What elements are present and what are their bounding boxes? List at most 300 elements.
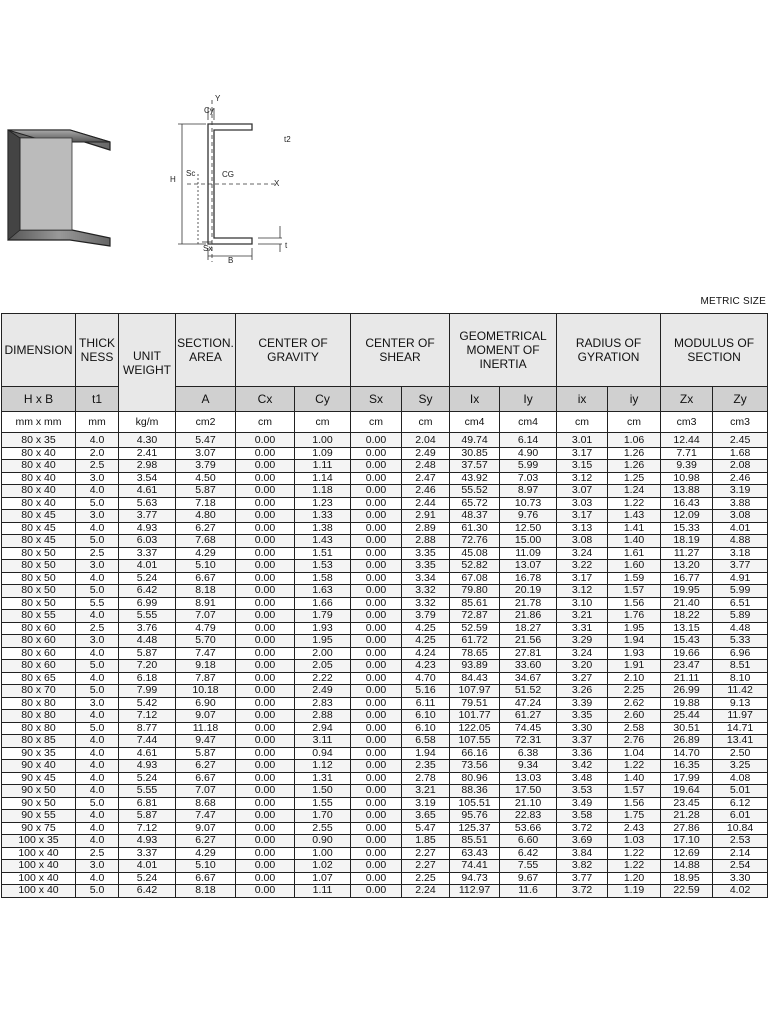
table-cell: 5.87 <box>119 647 176 660</box>
table-cell: 0.00 <box>236 660 295 673</box>
table-cell: 0.00 <box>351 835 402 848</box>
table-cell: 5.55 <box>119 785 176 798</box>
table-cell: 0.00 <box>351 597 402 610</box>
table-cell: 2.58 <box>608 722 661 735</box>
table-cell: 10.98 <box>661 472 713 485</box>
table-cell: 122.05 <box>450 722 500 735</box>
table-cell: 49.74 <box>450 433 500 448</box>
table-cell: 1.07 <box>295 872 351 885</box>
table-cell: 3.17 <box>557 447 608 460</box>
table-cell: 0.00 <box>351 585 402 598</box>
table-cell: 9.67 <box>500 872 557 885</box>
table-cell: 6.11 <box>402 697 450 710</box>
table-cell: 1.23 <box>295 497 351 510</box>
table-cell: 1.31 <box>295 772 351 785</box>
table-cell: 100 x 35 <box>2 835 76 848</box>
table-cell: 1.79 <box>295 610 351 623</box>
channel-spec-table <box>1 313 768 898</box>
table-cell: 2.5 <box>76 547 119 560</box>
table-cell: 23.47 <box>661 660 713 673</box>
table-cell: 4.29 <box>176 847 236 860</box>
table-cell: 1.26 <box>608 447 661 460</box>
table-cell: 2.14 <box>713 847 768 860</box>
table-cell: 4.70 <box>402 672 450 685</box>
table-cell: 6.14 <box>500 433 557 448</box>
table-cell: 90 x 50 <box>2 785 76 798</box>
table-cell: 0.00 <box>351 710 402 723</box>
table-cell: 18.95 <box>661 872 713 885</box>
table-cell: 1.14 <box>295 472 351 485</box>
table-cell: 90 x 55 <box>2 810 76 823</box>
table-cell: 80 x 80 <box>2 710 76 723</box>
table-cell: 11.97 <box>713 710 768 723</box>
table-cell: 2.10 <box>608 672 661 685</box>
table-cell: 6.01 <box>713 810 768 823</box>
table-cell: 3.72 <box>557 885 608 898</box>
table-row <box>2 797 768 810</box>
table-cell: 7.55 <box>500 860 557 873</box>
table-cell: 14.70 <box>661 747 713 760</box>
table-cell: 6.10 <box>402 722 450 735</box>
table-cell: 0.00 <box>236 485 295 498</box>
table-cell: 4.0 <box>76 572 119 585</box>
table-cell: 3.11 <box>295 735 351 748</box>
table-cell: 1.40 <box>608 535 661 548</box>
table-cell: 84.43 <box>450 672 500 685</box>
table-cell: 72.76 <box>450 535 500 548</box>
table-cell: 5.0 <box>76 497 119 510</box>
table-cell: 7.87 <box>176 672 236 685</box>
unit-zy: cm3 <box>713 412 768 433</box>
table-cell: 7.07 <box>176 785 236 798</box>
symbol-zy: Zy <box>713 387 768 412</box>
table-cell: 1.57 <box>608 585 661 598</box>
table-row <box>2 660 768 673</box>
table-cell: 3.15 <box>557 460 608 473</box>
table-cell: 61.27 <box>500 710 557 723</box>
table-cell: 0.00 <box>236 735 295 748</box>
table-cell: 7.03 <box>500 472 557 485</box>
table-cell: 80 x 65 <box>2 672 76 685</box>
table-cell: 1.41 <box>608 522 661 535</box>
table-cell: 5.0 <box>76 535 119 548</box>
table-cell: 1.22 <box>608 847 661 860</box>
table-cell: 1.59 <box>608 572 661 585</box>
table-row <box>2 885 768 898</box>
table-cell: 3.19 <box>402 797 450 810</box>
table-cell: 1.55 <box>295 797 351 810</box>
table-row <box>2 497 768 510</box>
table-row <box>2 760 768 773</box>
table-cell: 0.00 <box>351 747 402 760</box>
table-cell: 1.20 <box>608 872 661 885</box>
table-cell: 2.24 <box>402 885 450 898</box>
table-cell: 6.67 <box>176 872 236 885</box>
table-cell: 1.60 <box>608 560 661 573</box>
table-cell: 0.00 <box>351 860 402 873</box>
table-cell: 79.80 <box>450 585 500 598</box>
table-cell: 4.0 <box>76 822 119 835</box>
table-cell: 2.48 <box>402 460 450 473</box>
table-cell: 19.95 <box>661 585 713 598</box>
table-cell: 0.00 <box>236 760 295 773</box>
table-cell: 80 x 35 <box>2 433 76 448</box>
symbol-cy: Cy <box>295 387 351 412</box>
table-cell: 2.89 <box>402 522 450 535</box>
table-cell: 14.88 <box>661 860 713 873</box>
table-cell: 6.03 <box>119 535 176 548</box>
table-cell: 4.0 <box>76 772 119 785</box>
table-cell: 0.00 <box>236 672 295 685</box>
diagram-label-t: t <box>285 241 288 250</box>
table-cell: 21.40 <box>661 597 713 610</box>
table-cell: 4.90 <box>500 447 557 460</box>
table-cell: 4.25 <box>402 622 450 635</box>
table-cell: 0.00 <box>236 510 295 523</box>
table-cell: 52.82 <box>450 560 500 573</box>
table-cell: 1.56 <box>608 597 661 610</box>
table-row <box>2 447 768 460</box>
table-cell: 90 x 40 <box>2 760 76 773</box>
header-section-area: SECTION. AREA <box>176 314 236 387</box>
diagram-label-sc: Sc <box>186 169 196 178</box>
table-cell: 17.10 <box>661 835 713 848</box>
table-row <box>2 485 768 498</box>
table-cell: 2.78 <box>402 772 450 785</box>
table-cell: 2.35 <box>402 760 450 773</box>
table-cell: 3.34 <box>402 572 450 585</box>
table-cell: 4.48 <box>119 635 176 648</box>
table-cell: 1.53 <box>295 560 351 573</box>
table-cell: 3.54 <box>119 472 176 485</box>
table-cell: 80 x 50 <box>2 597 76 610</box>
symbol-iy-moment: Iy <box>500 387 557 412</box>
table-cell: 4.0 <box>76 735 119 748</box>
table-row <box>2 685 768 698</box>
table-cell: 1.50 <box>295 785 351 798</box>
table-cell: 3.22 <box>557 560 608 573</box>
table-cell: 30.85 <box>450 447 500 460</box>
table-row <box>2 535 768 548</box>
table-cell: 4.80 <box>176 510 236 523</box>
table-cell: 3.31 <box>557 622 608 635</box>
table-cell: 4.24 <box>402 647 450 660</box>
table-cell: 0.00 <box>351 697 402 710</box>
table-cell: 55.52 <box>450 485 500 498</box>
table-cell: 3.25 <box>713 760 768 773</box>
table-cell: 67.08 <box>450 572 500 585</box>
table-cell: 3.24 <box>557 547 608 560</box>
table-cell: 7.12 <box>119 822 176 835</box>
symbol-zx: Zx <box>661 387 713 412</box>
table-cell: 2.49 <box>295 685 351 698</box>
table-cell: 9.07 <box>176 822 236 835</box>
table-cell: 5.47 <box>402 822 450 835</box>
table-cell: 17.50 <box>500 785 557 798</box>
table-cell: 1.38 <box>295 522 351 535</box>
table-cell: 4.48 <box>713 622 768 635</box>
table-cell: 95.76 <box>450 810 500 823</box>
table-cell: 1.11 <box>295 885 351 898</box>
diagram-label-cg: CG <box>222 170 234 179</box>
table-cell: 0.00 <box>351 810 402 823</box>
table-cell: 0.00 <box>236 622 295 635</box>
symbol-sx: Sx <box>351 387 402 412</box>
table-cell: 3.20 <box>557 660 608 673</box>
table-cell: 0.00 <box>351 433 402 448</box>
table-cell: 4.0 <box>76 785 119 798</box>
table-cell: 2.27 <box>402 847 450 860</box>
table-cell: 4.50 <box>176 472 236 485</box>
table-cell: 0.00 <box>236 597 295 610</box>
table-cell: 73.56 <box>450 760 500 773</box>
table-cell: 1.26 <box>608 460 661 473</box>
table-cell: 8.91 <box>176 597 236 610</box>
diagram-label-cy: Cy <box>204 106 214 115</box>
table-cell: 88.36 <box>450 785 500 798</box>
table-cell: 0.00 <box>236 572 295 585</box>
table-cell: 9.39 <box>661 460 713 473</box>
table-cell: 12.09 <box>661 510 713 523</box>
table-cell: 15.43 <box>661 635 713 648</box>
diagram-label-sx: Sx <box>203 244 213 253</box>
table-cell: 3.01 <box>557 433 608 448</box>
table-cell: 5.99 <box>713 585 768 598</box>
table-cell: 0.00 <box>351 885 402 898</box>
table-cell: 2.44 <box>402 497 450 510</box>
table-cell: 0.00 <box>351 547 402 560</box>
table-cell: 0.00 <box>351 610 402 623</box>
table-cell: 101.77 <box>450 710 500 723</box>
table-cell: 1.66 <box>295 597 351 610</box>
table-cell: 3.36 <box>557 747 608 760</box>
table-cell: 80 x 40 <box>2 460 76 473</box>
table-cell: 34.67 <box>500 672 557 685</box>
table-cell: 16.43 <box>661 497 713 510</box>
table-cell: 80 x 50 <box>2 547 76 560</box>
table-cell: 61.30 <box>450 522 500 535</box>
table-cell: 7.20 <box>119 660 176 673</box>
table-cell: 6.67 <box>176 572 236 585</box>
table-cell: 9.76 <box>500 510 557 523</box>
table-cell: 16.78 <box>500 572 557 585</box>
table-cell: 5.33 <box>713 635 768 648</box>
table-cell: 1.85 <box>402 835 450 848</box>
table-cell: 21.56 <box>500 635 557 648</box>
table-cell: 3.17 <box>557 572 608 585</box>
table-cell: 2.25 <box>608 685 661 698</box>
table-cell: 21.10 <box>500 797 557 810</box>
table-cell: 10.18 <box>176 685 236 698</box>
header-radius-of-gyration: RADIUS OF GYRATION <box>557 314 661 387</box>
table-cell: 4.0 <box>76 710 119 723</box>
table-cell: 45.08 <box>450 547 500 560</box>
table-cell: 0.00 <box>236 872 295 885</box>
table-cell: 3.76 <box>119 622 176 635</box>
table-cell: 3.0 <box>76 635 119 648</box>
table-cell: 15.00 <box>500 535 557 548</box>
table-cell: 3.77 <box>119 510 176 523</box>
unit-dimension: mm x mm <box>2 412 76 433</box>
table-cell: 5.0 <box>76 685 119 698</box>
table-cell: 3.39 <box>557 697 608 710</box>
table-cell: 80 x 70 <box>2 685 76 698</box>
table-cell: 2.94 <box>295 722 351 735</box>
table-cell: 5.24 <box>119 572 176 585</box>
table-row <box>2 647 768 660</box>
table-cell: 4.0 <box>76 672 119 685</box>
table-cell: 5.87 <box>119 810 176 823</box>
table-cell: 1.22 <box>608 760 661 773</box>
table-cell: 3.07 <box>557 485 608 498</box>
table-cell: 2.43 <box>608 822 661 835</box>
table-cell: 4.0 <box>76 872 119 885</box>
table-cell: 3.0 <box>76 472 119 485</box>
table-cell: 0.00 <box>351 522 402 535</box>
table-cell: 80 x 85 <box>2 735 76 748</box>
table-cell: 13.41 <box>713 735 768 748</box>
table-cell: 13.88 <box>661 485 713 498</box>
table-cell: 9.34 <box>500 760 557 773</box>
table-cell: 3.07 <box>176 447 236 460</box>
table-row <box>2 560 768 573</box>
table-cell: 0.94 <box>295 747 351 760</box>
table-cell: 5.0 <box>76 722 119 735</box>
table-cell: 5.55 <box>119 610 176 623</box>
table-cell: 3.0 <box>76 510 119 523</box>
unit-area: cm2 <box>176 412 236 433</box>
table-cell: 2.98 <box>119 460 176 473</box>
table-cell: 3.0 <box>76 860 119 873</box>
table-cell: 23.45 <box>661 797 713 810</box>
table-row <box>2 697 768 710</box>
table-cell: 1.09 <box>295 447 351 460</box>
table-cell: 5.70 <box>176 635 236 648</box>
table-cell: 2.0 <box>76 447 119 460</box>
table-cell: 80 x 40 <box>2 485 76 498</box>
table-cell: 0.00 <box>351 572 402 585</box>
table-cell: 0.00 <box>351 660 402 673</box>
table-cell: 100 x 40 <box>2 885 76 898</box>
table-cell: 4.0 <box>76 522 119 535</box>
table-cell: 3.48 <box>557 772 608 785</box>
table-cell: 1.94 <box>402 747 450 760</box>
table-cell: 4.61 <box>119 485 176 498</box>
table-cell: 80 x 50 <box>2 572 76 585</box>
table-cell: 107.55 <box>450 735 500 748</box>
table-cell: 5.10 <box>176 560 236 573</box>
table-cell: 3.18 <box>713 547 768 560</box>
table-cell: 0.00 <box>351 447 402 460</box>
table-cell: 22.59 <box>661 885 713 898</box>
table-row <box>2 433 768 448</box>
table-cell: 21.86 <box>500 610 557 623</box>
table-cell: 21.11 <box>661 672 713 685</box>
table-cell: 74.41 <box>450 860 500 873</box>
table-cell: 2.49 <box>402 447 450 460</box>
table-cell: 48.37 <box>450 510 500 523</box>
symbol-iy-gyration: iy <box>608 387 661 412</box>
table-cell: 4.93 <box>119 522 176 535</box>
table-cell: 0.00 <box>351 822 402 835</box>
channel-profile-illustration <box>0 122 115 250</box>
table-cell: 80 x 45 <box>2 522 76 535</box>
table-cell: 30.51 <box>661 722 713 735</box>
header-moment-of-inertia: GEOMETRICAL MOMENT OF INERTIA <box>450 314 557 387</box>
table-cell: 105.51 <box>450 797 500 810</box>
table-cell: 10.84 <box>713 822 768 835</box>
table-cell: 4.01 <box>713 522 768 535</box>
table-cell: 3.77 <box>713 560 768 573</box>
table-cell: 6.90 <box>176 697 236 710</box>
table-cell: 9.18 <box>176 660 236 673</box>
table-cell: 1.95 <box>608 622 661 635</box>
table-cell: 0.00 <box>351 672 402 685</box>
table-cell: 3.37 <box>119 547 176 560</box>
table-cell: 3.35 <box>402 547 450 560</box>
table-cell: 0.00 <box>236 560 295 573</box>
table-cell: 1.22 <box>608 497 661 510</box>
table-cell: 11.27 <box>661 547 713 560</box>
table-cell: 19.64 <box>661 785 713 798</box>
table-cell: 0.00 <box>236 785 295 798</box>
table-cell: 27.81 <box>500 647 557 660</box>
table-cell: 2.47 <box>402 472 450 485</box>
table-cell: 1.12 <box>295 760 351 773</box>
table-cell: 12.44 <box>661 433 713 448</box>
table-cell: 4.91 <box>713 572 768 585</box>
table-cell: 3.35 <box>557 710 608 723</box>
unit-rx: cm <box>557 412 608 433</box>
table-cell: 80 x 40 <box>2 472 76 485</box>
table-cell: 16.77 <box>661 572 713 585</box>
table-cell: 6.18 <box>119 672 176 685</box>
table-row <box>2 710 768 723</box>
table-cell: 3.19 <box>713 485 768 498</box>
table-cell: 0.00 <box>236 835 295 848</box>
table-row <box>2 460 768 473</box>
table-cell: 3.30 <box>713 872 768 885</box>
table-cell: 43.92 <box>450 472 500 485</box>
table-cell: 1.93 <box>608 647 661 660</box>
table-cell: 5.16 <box>402 685 450 698</box>
table-cell: 112.97 <box>450 885 500 898</box>
table-cell: 2.22 <box>295 672 351 685</box>
table-cell: 4.02 <box>713 885 768 898</box>
table-cell: 0.00 <box>236 610 295 623</box>
unit-cy: cm <box>295 412 351 433</box>
table-cell: 2.27 <box>402 860 450 873</box>
table-cell: 5.89 <box>713 610 768 623</box>
table-cell: 80.96 <box>450 772 500 785</box>
table-cell: 6.81 <box>119 797 176 810</box>
table-cell: 80 x 40 <box>2 447 76 460</box>
table-cell: 2.76 <box>608 735 661 748</box>
table-cell: 3.88 <box>713 497 768 510</box>
table-cell: 3.77 <box>557 872 608 885</box>
table-cell: 1.76 <box>608 610 661 623</box>
table-cell: 12.69 <box>661 847 713 860</box>
table-cell: 5.0 <box>76 660 119 673</box>
table-cell: 80 x 60 <box>2 635 76 648</box>
table-cell: 1.24 <box>608 485 661 498</box>
table-cell: 107.97 <box>450 685 500 698</box>
table-cell: 3.12 <box>557 472 608 485</box>
unit-iy: cm4 <box>500 412 557 433</box>
table-row <box>2 860 768 873</box>
table-cell: 0.00 <box>236 710 295 723</box>
table-cell: 11.6 <box>500 885 557 898</box>
